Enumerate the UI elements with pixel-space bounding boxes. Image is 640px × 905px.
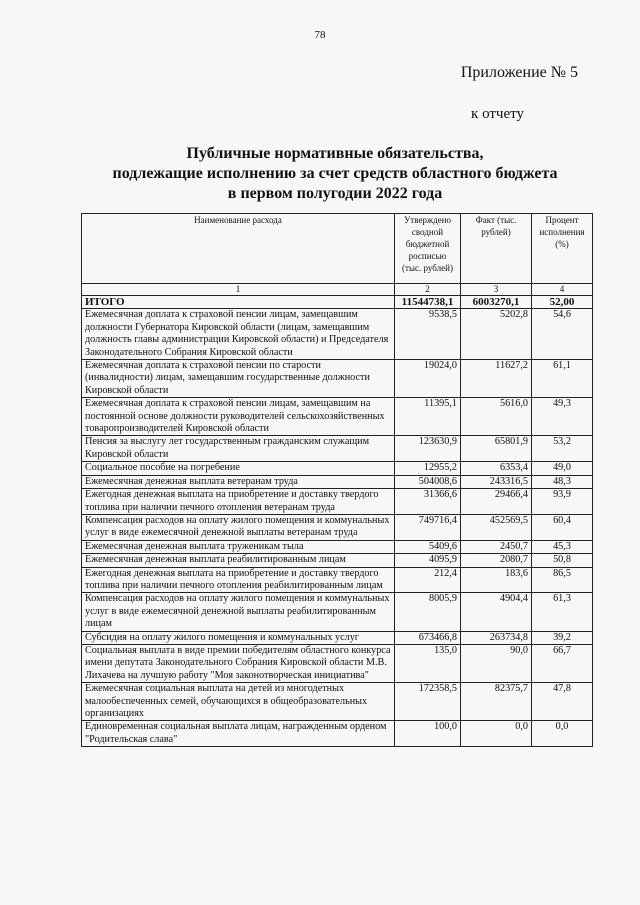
appendix-label: Приложение № 5	[460, 64, 578, 81]
table-row	[82, 436, 593, 462]
header-row	[82, 214, 593, 284]
table-row	[82, 721, 593, 747]
row-percent: 60,4	[532, 514, 593, 540]
table-row	[82, 683, 593, 721]
row-percent: 66,7	[532, 644, 593, 682]
table-row	[82, 462, 593, 475]
page-number: 78	[314, 29, 326, 41]
row-fact: 11627,2	[461, 360, 532, 398]
row-fact: 4904,4	[461, 593, 532, 631]
column-index: 2	[395, 284, 461, 296]
row-percent: 61,1	[532, 360, 593, 398]
row-approved: 212,4	[395, 567, 461, 593]
row-name: Ежемесячная денежная выплата реабилитированным лицам	[82, 554, 395, 567]
row-name: Социальное пособие на погребение	[82, 462, 395, 475]
total-fact: 6003270,1	[461, 296, 532, 309]
row-name: Ежемесячная социальная выплата на детей из многодетных малообеспеченных семей, обучающихся в общеобразовательных организациях	[82, 683, 395, 721]
row-fact: 6353,4	[461, 462, 532, 475]
row-percent: 61,3	[532, 593, 593, 631]
row-fact: 452569,5	[461, 514, 532, 540]
row-approved: 4095,9	[395, 554, 461, 567]
row-fact: 263734,8	[461, 631, 532, 644]
column-index: 1	[82, 284, 395, 296]
title-line-1: Публичные нормативные обязательства,	[186, 145, 484, 162]
row-name: Ежемесячная денежная выплата труженикам тыла	[82, 540, 395, 553]
row-approved: 12955,2	[395, 462, 461, 475]
table-row	[82, 475, 593, 488]
row-approved: 135,0	[395, 644, 461, 682]
row-percent: 39,2	[532, 631, 593, 644]
row-percent: 86,5	[532, 567, 593, 593]
total-row	[82, 296, 593, 309]
header-approved: Утверждено сводной бюджетной росписью (тыс. рублей)	[395, 214, 461, 284]
row-approved: 123630,9	[395, 436, 461, 462]
row-fact: 2080,7	[461, 554, 532, 567]
report-label: к отчету	[471, 106, 524, 122]
row-fact: 90,0	[461, 644, 532, 682]
row-fact: 82375,7	[461, 683, 532, 721]
total-percent: 52,00	[532, 296, 593, 309]
title-line-3: в первом полугодии 2022 года	[227, 185, 443, 202]
document-title	[80, 144, 590, 204]
row-percent: 53,2	[532, 436, 593, 462]
row-percent: 93,9	[532, 489, 593, 515]
row-name: Компенсация расходов на оплату жилого помещения и коммунальных услуг в виде ежемесячной денежной выплаты реабилитированным лицам	[82, 593, 395, 631]
column-index: 4	[532, 284, 593, 296]
header-percent: Процент исполнения (%)	[532, 214, 593, 284]
table-row	[82, 514, 593, 540]
total-label: ИТОГО	[82, 296, 395, 309]
table-row	[82, 567, 593, 593]
header-fact: Факт (тыс. рублей)	[461, 214, 532, 284]
table-row	[82, 540, 593, 553]
row-fact: 243316,5	[461, 475, 532, 488]
row-percent: 47,8	[532, 683, 593, 721]
row-percent: 0,0	[532, 721, 593, 747]
row-name: Ежемесячная доплата к страховой пенсии лицам, замещавшим на постоянной основе должности руководителей сельскохозяйственных товаропроизводителей Кировской области	[82, 398, 395, 436]
row-approved: 11395,1	[395, 398, 461, 436]
row-approved: 31366,6	[395, 489, 461, 515]
row-fact: 65801,9	[461, 436, 532, 462]
row-name: Ежемесячная денежная выплата ветеранам труда	[82, 475, 395, 488]
row-percent: 45,3	[532, 540, 593, 553]
table-row	[82, 554, 593, 567]
row-fact: 5202,8	[461, 309, 532, 360]
row-approved: 100,0	[395, 721, 461, 747]
row-approved: 8005,9	[395, 593, 461, 631]
row-fact: 2450,7	[461, 540, 532, 553]
row-percent: 54,6	[532, 309, 593, 360]
row-name: Субсидия на оплату жилого помещения и коммунальных услуг	[82, 631, 395, 644]
row-name: Компенсация расходов на оплату жилого помещения и коммунальных услуг в виде ежемесячной денежной выплаты ветеранам труда	[82, 514, 395, 540]
row-percent: 49,0	[532, 462, 593, 475]
row-approved: 673466,8	[395, 631, 461, 644]
row-name: Пенсия за выслугу лет государственным гражданским служащим Кировской области	[82, 436, 395, 462]
table-body	[82, 309, 593, 747]
table-row	[82, 398, 593, 436]
row-percent: 49,3	[532, 398, 593, 436]
obligations-table	[81, 213, 593, 747]
column-index: 3	[461, 284, 532, 296]
row-fact: 29466,4	[461, 489, 532, 515]
row-name: Ежегодная денежная выплата на приобретение и доставку твердого топлива при наличии печного отопления реабилитированным лицам	[82, 567, 395, 593]
row-approved: 5409,6	[395, 540, 461, 553]
row-name: Ежемесячная доплата к страховой пенсии лицам, замещавшим должности Губернатора Кировской области (лицам, замещавшим должность главы администрации Кировской области) и Председателя Законодательного Собрания Кировской области	[82, 309, 395, 360]
header-name: Наименование расхода	[82, 214, 395, 284]
row-approved: 504008,6	[395, 475, 461, 488]
table-row	[82, 309, 593, 360]
row-approved: 749716,4	[395, 514, 461, 540]
table-row	[82, 360, 593, 398]
row-name: Единовременная социальная выплата лицам, награжденным орденом "Родительская слава"	[82, 721, 395, 747]
table-row	[82, 631, 593, 644]
row-percent: 50,8	[532, 554, 593, 567]
row-fact: 0,0	[461, 721, 532, 747]
row-name: Ежемесячная доплата к страховой пенсии по старости (инвалидности) лицам, замещавшим государственные должности Кировской области	[82, 360, 395, 398]
title-line-2: подлежащие исполнению за счет средств областного бюджета	[112, 165, 558, 182]
table-row	[82, 644, 593, 682]
column-index-row	[82, 284, 593, 296]
row-approved: 172358,5	[395, 683, 461, 721]
row-name: Ежегодная денежная выплата на приобретение и доставку твердого топлива при наличии печного отопления ветеранам труда	[82, 489, 395, 515]
total-approved: 11544738,1	[395, 296, 461, 309]
row-fact: 183,6	[461, 567, 532, 593]
row-approved: 9538,5	[395, 309, 461, 360]
table-row	[82, 489, 593, 515]
row-fact: 5616,0	[461, 398, 532, 436]
row-percent: 48,3	[532, 475, 593, 488]
table-row	[82, 593, 593, 631]
row-name: Социальная выплата в виде премии победителям областного конкурса имени депутата Законодательного Собрания Кировской области М.В. Лихачева на лучшую работу "Моя законотворческая инициатива"	[82, 644, 395, 682]
row-approved: 19024,0	[395, 360, 461, 398]
